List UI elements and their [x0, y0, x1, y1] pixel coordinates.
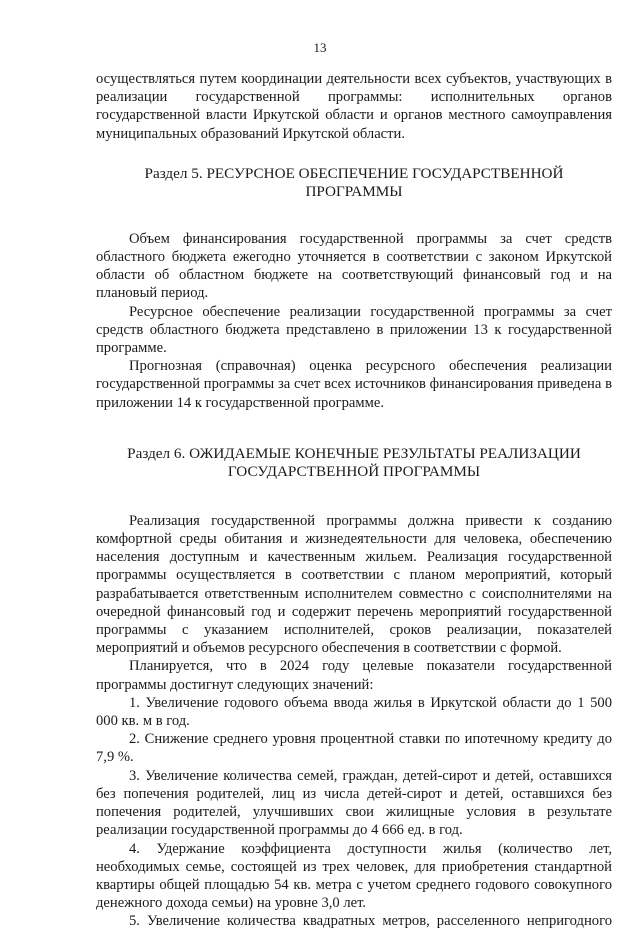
- section-6-heading-line2: ГОСУДАРСТВЕННОЙ ПРОГРАММЫ: [227, 463, 481, 481]
- section-6-heading: [96, 445, 612, 482]
- section-5-heading: [96, 165, 612, 202]
- section-6-paragraph: Планируется, что в 2024 году целевые показатели государственной программы достигнут следующих значений:: [96, 658, 612, 693]
- target-item-1: 1. Увеличение годового объема ввода жилья в Иркутской области до 1 500 000 кв. м в год.: [96, 694, 612, 730]
- section-5-heading-line1: Раздел 5. РЕСУРСНОЕ ОБЕСПЕЧЕНИЕ ГОСУДАРСТВЕННОЙ: [144, 164, 564, 182]
- target-item-4: 4. Удержание коэффициента доступности жилья (количество лет, необходимых семье, состоящей из трех человек, для приобретения стандартной квартиры общей площадью 54 кв. метра с учетом среднего годового совокупного денежного дохода семьи) на уровне 3,0 лет.: [96, 840, 612, 912]
- section-6-paragraph: Реализация государственной программы должна привести к созданию комфортной среды обитания и жизнедеятельности для человека, обеспечению населения доступным и качественным жильем. Реализация государственной программы осуществляется в соответствии с планом мероприятий, который разрабатывается ответственным исполнителем совместно с соисполнителями на очередной финансовый год и содержит перечень мероприятий государственной программы с указанием исполнителей, сроков реализации, показателей мероприятий и объемов ресурсного обеспечения в соответствии с формой.: [96, 512, 612, 657]
- target-item-2: 2. Снижение среднего уровня процентной ставки по ипотечному кредиту до 7,9 %.: [96, 731, 612, 766]
- section-5-paragraph: Ресурсное обеспечение реализации государственной программы за счет средств областного бюджета представлено в приложении 13 к государственной программе.: [96, 303, 612, 357]
- intro-paragraph: осуществляться путем координации деятельности всех субъектов, участвующих в реализации государственной программы: исполнительных органов государственной власти Иркутской области и органов местного самоуправления муниципальных образований Иркутской области.: [96, 71, 612, 142]
- document-body: [96, 70, 612, 931]
- section-6-heading-line1: Раздел 6. ОЖИДАЕМЫЕ КОНЕЧНЫЕ РЕЗУЛЬТАТЫ РЕАЛИЗАЦИИ: [127, 444, 581, 462]
- section-5-paragraph: Прогнозная (справочная) оценка ресурсного обеспечения реализации государственной программы за счет всех источников финансирования приведена в приложении 14 к государственной программе.: [96, 358, 612, 411]
- section-5-heading-line2: ПРОГРАММЫ: [305, 183, 403, 201]
- target-item-3: 3. Увеличение количества семей, граждан, детей-сирот и детей, оставшихся без попечения родителей, лиц из числа детей-сирот и детей, оставшихся без попечения родителей, улучшивших свои жилищные условия в результате реализации государственной программы до 4 666 ед. в год.: [96, 767, 612, 839]
- target-item-5: 5. Увеличение количества квадратных метров, расселенного непригодного: [129, 913, 612, 930]
- page-number: 13: [313, 40, 327, 55]
- section-5-paragraph: Объем финансирования государственной программы за счет средств областного бюджета ежегодно уточняется в соответствии с законом Иркутской области об областном бюджете на соответствующий финансовый год и на плановый период.: [96, 230, 612, 302]
